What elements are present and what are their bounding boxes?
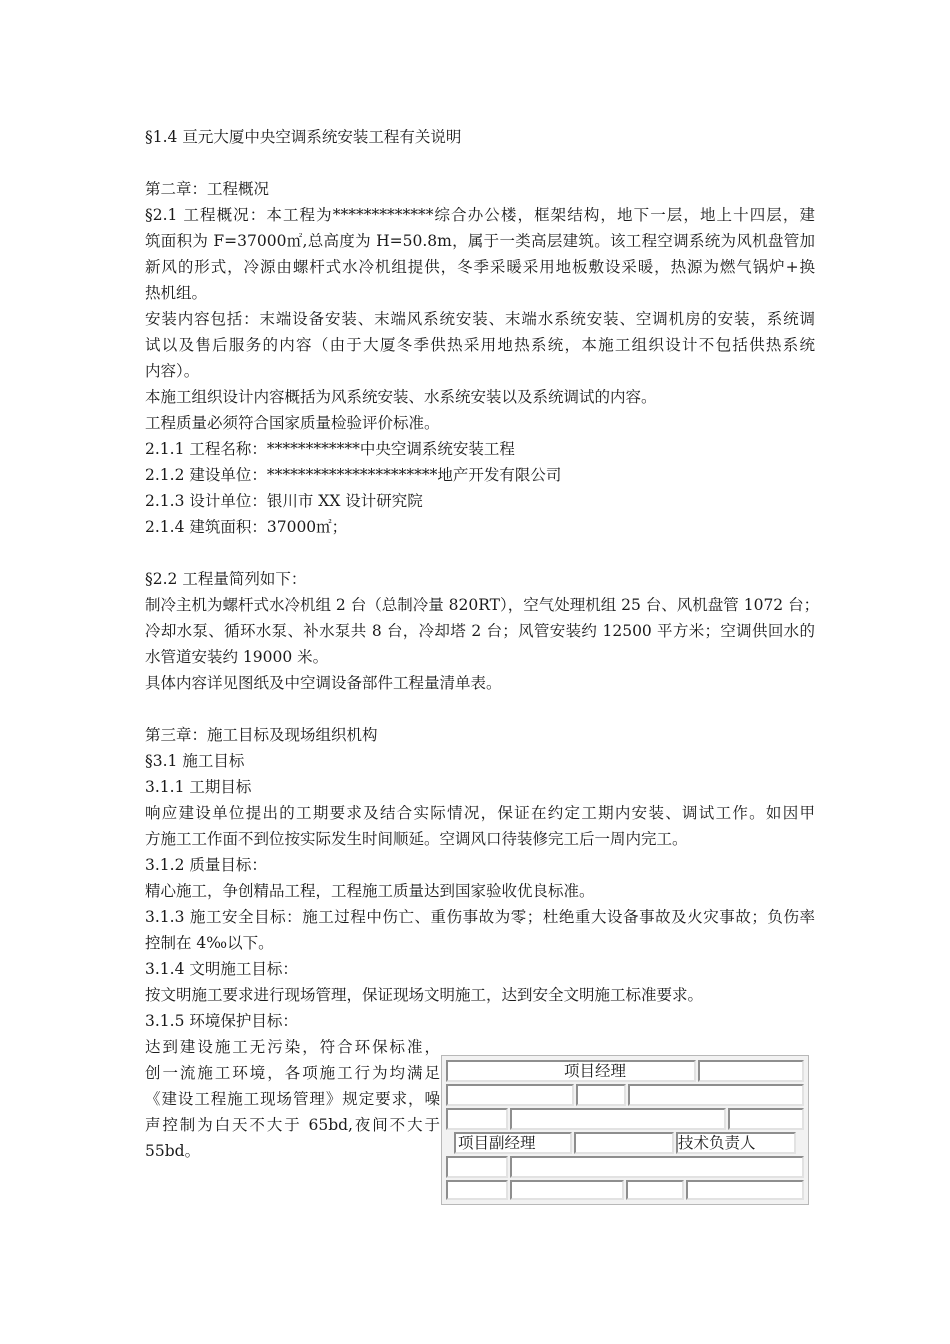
org-box	[728, 1108, 804, 1130]
org-label-project-manager: 项目经理	[564, 1062, 627, 1080]
org-box-technical-lead	[676, 1132, 796, 1154]
body-line: 声控制为白天不大于 65bd,夜间不大于	[145, 1116, 440, 1134]
subsection-heading: 3.1.5 环境保护目标：	[145, 1012, 298, 1030]
body-line: 2.1.1 工程名称：************中央空调系统安装工程	[145, 440, 515, 458]
org-box	[446, 1108, 508, 1130]
body-line: 安装内容包括：末端设备安装、末端风系统安装、末端水系统安装、空调机房的安装，系统调	[145, 310, 815, 328]
org-box	[510, 1156, 804, 1178]
body-line: 《建设工程施工现场管理》规定要求，噪	[145, 1090, 440, 1108]
body-line: 按文明施工要求进行现场管理，保证现场文明施工，达到安全文明施工标准要求。	[145, 986, 704, 1004]
org-box	[626, 1180, 684, 1200]
body-line: 达到建设施工无污染，符合环保标准，	[145, 1038, 440, 1056]
org-label-technical-lead: 技术负责人	[678, 1134, 756, 1152]
org-box	[510, 1108, 726, 1130]
org-box	[686, 1180, 804, 1200]
body-line: 水管道安装约 19000 米。	[145, 648, 329, 666]
org-box	[446, 1156, 508, 1178]
body-line: 2.1.4 建筑面积：37000㎡；	[145, 518, 348, 536]
body-line: 冷却水泵、循环水泵、补水泵共 8 台，冷却塔 2 台；风管安装约 12500 平方米；空调供回水的	[145, 622, 815, 640]
org-box	[576, 1084, 626, 1106]
body-line: 55bd。	[145, 1142, 201, 1160]
body-line: 创一流施工环境，各项施工行为均满足	[145, 1064, 440, 1082]
body-line: 2.1.2 建设单位：**********************地产开发有限公司	[145, 466, 562, 484]
body-line: 2.1.3 设计单位：银川市 XX 设计研究院	[145, 492, 423, 510]
body-line: 精心施工，争创精品工程，工程施工质量达到国家验收优良标准。	[145, 882, 595, 900]
body-line: 方施工工作面不到位按实际发生时间顺延。空调风口待装修完工后一周内完工。	[145, 830, 688, 848]
subsection-heading: 3.1.2 质量目标：	[145, 856, 267, 874]
chapter-heading: 第三章：施工目标及现场组织机构	[145, 726, 378, 744]
body-line: 热机组。	[145, 284, 208, 302]
subsection-heading: 3.1.4 文明施工目标：	[145, 960, 298, 978]
body-line: 控制在 4‰以下。	[145, 934, 274, 952]
org-box	[446, 1084, 574, 1106]
body-line: 工程质量必须符合国家质量检验评价标准。	[145, 414, 440, 432]
body-line: 本施工组织设计内容概括为风系统安装、水系统安装以及系统调试的内容。	[145, 388, 657, 406]
chapter-heading: 第二章：工程概况	[145, 180, 270, 198]
org-chart	[441, 1055, 809, 1205]
subsection-heading: 3.1.1 工期目标	[145, 778, 252, 796]
body-line: 制冷主机为螺杆式水冷机组 2 台（总制冷量 820RT），空气处理机组 25 台、风机盘管 1072 台；	[145, 596, 820, 614]
body-line: 筑面积为 F=37000㎡,总高度为 H=50.8m，属于一类高层建筑。该工程空调系统为风机盘管加	[145, 232, 815, 250]
org-box-deputy-manager	[454, 1132, 572, 1154]
org-box	[574, 1132, 674, 1154]
org-label-deputy-manager: 项目副经理	[458, 1134, 536, 1152]
body-line: 响应建设单位提出的工期要求及结合实际情况，保证在约定工期内安装、调试工作。如因甲	[145, 804, 815, 822]
body-line: 新风的形式，冷源由螺杆式水冷机组提供，冬季采暖采用地板敷设采暖，热源为燃气锅炉+换	[145, 258, 815, 276]
body-line: §2.1 工程概况：本工程为*************综合办公楼，框架结构，地下一层，地上十四层，建	[145, 206, 815, 224]
body-line: 3.1.3 施工安全目标：施工过程中伤亡、重伤事故为零；杜绝重大设备事故及火灾事故；负伤率	[145, 908, 815, 926]
section-heading: §1.4 亘元大厦中央空调系统安装工程有关说明	[145, 128, 462, 146]
org-box	[628, 1084, 804, 1106]
org-box	[446, 1180, 508, 1200]
body-line: 试以及售后服务的内容（由于大厦冬季供热采用地热系统，本施工组织设计不包括供热系统	[145, 336, 815, 354]
body-line: 内容）。	[145, 362, 200, 380]
body-line: 具体内容详见图纸及中空调设备部件工程量清单表。	[145, 674, 502, 692]
org-box	[510, 1180, 624, 1200]
section-heading: §2.2 工程量简列如下：	[145, 570, 307, 588]
section-heading: §3.1 施工目标	[145, 752, 245, 770]
org-box	[698, 1060, 804, 1082]
org-box-project-manager	[446, 1060, 696, 1082]
